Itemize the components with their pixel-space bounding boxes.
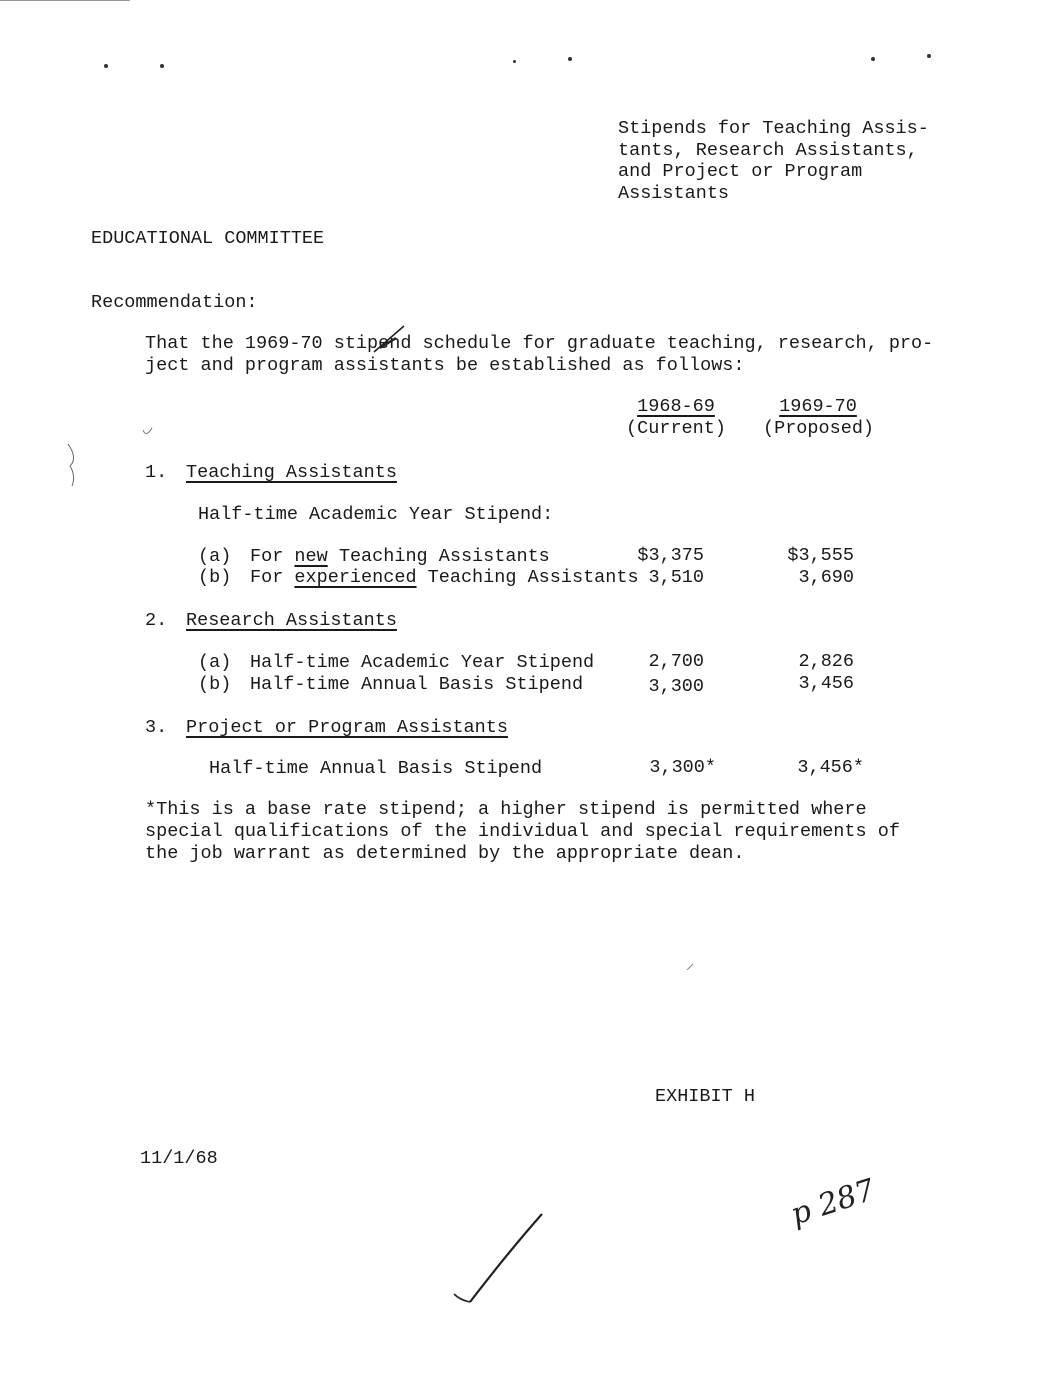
scan-speck — [568, 57, 572, 61]
subject-line: Stipends for Teaching Assis- — [618, 118, 929, 139]
row-proposed-value: 3,456* — [797, 757, 864, 778]
row-proposed-value: 3,690 — [798, 567, 854, 588]
column-current-year: 1968-69 — [637, 396, 715, 417]
check-mark — [140, 424, 156, 440]
intro-line: That the 1969-70 stipend schedule for graduate teaching, research, pro- — [145, 333, 934, 354]
column-proposed-label: (Proposed) — [763, 418, 875, 439]
column-current-label: (Current) — [626, 418, 726, 439]
subject-line: tants, Research Assistants, — [618, 140, 918, 161]
row-current-value: 2,700 — [648, 651, 704, 672]
row-current-value: 3,300 — [648, 676, 704, 697]
document-date: 11/1/68 — [140, 1148, 218, 1169]
scan-speck — [685, 960, 697, 972]
row-letter: (b) — [198, 567, 232, 588]
column-proposed-year: 1969-70 — [779, 396, 857, 417]
footnote-line: the job warrant as determined by the appropriate dean. — [145, 843, 745, 864]
section-title-teaching: Teaching Assistants — [186, 462, 397, 483]
margin-mark — [60, 440, 90, 490]
section-title-research: Research Assistants — [186, 610, 397, 631]
scan-speck — [104, 64, 108, 68]
row-label: Half-time Annual Basis Stipend — [209, 758, 543, 779]
section-title-project: Project or Program Assistants — [186, 717, 508, 738]
scan-speck — [160, 64, 164, 68]
row-letter: (b) — [198, 674, 232, 695]
footnote-line: *This is a base rate stipend; a higher stipend is permitted where — [145, 799, 867, 820]
section-subheading: Half-time Academic Year Stipend: — [198, 504, 554, 525]
row-letter: (a) — [198, 546, 232, 567]
scan-speck — [871, 57, 875, 61]
scan-speck — [513, 60, 516, 63]
row-label: For experienced Teaching Assistants — [250, 567, 639, 588]
scan-edge-line — [0, 0, 130, 1]
section-number: 3. — [145, 717, 168, 738]
footnote-line: special qualifications of the individual and special requirements of — [145, 821, 900, 842]
subject-line: Assistants — [618, 183, 730, 204]
row-current-value: 3,510 — [648, 567, 704, 588]
pen-stroke-mark — [450, 1210, 550, 1310]
correction-mark — [370, 322, 410, 358]
exhibit-label: EXHIBIT H — [655, 1086, 755, 1107]
row-current-value: 3,300* — [649, 757, 716, 778]
row-label: Half-time Academic Year Stipend — [250, 652, 595, 673]
section-number: 2. — [145, 610, 168, 631]
row-current-value: $3,375 — [637, 545, 704, 566]
section-number: 1. — [145, 462, 168, 483]
intro-line: ject and program assistants be established as follows: — [145, 355, 745, 376]
row-label: Half-time Annual Basis Stipend — [250, 674, 584, 695]
scan-speck — [927, 54, 931, 58]
row-proposed-value: 3,456 — [798, 673, 854, 694]
recommendation-label: Recommendation: — [91, 292, 258, 313]
row-proposed-value: 2,826 — [798, 651, 854, 672]
handwritten-page-number: p 287 — [786, 1172, 880, 1233]
row-label: For new Teaching Assistants — [250, 546, 550, 567]
row-letter: (a) — [198, 652, 232, 673]
row-proposed-value: $3,555 — [787, 545, 854, 566]
subject-line: and Project or Program — [618, 161, 863, 182]
committee-heading: EDUCATIONAL COMMITTEE — [91, 228, 325, 249]
